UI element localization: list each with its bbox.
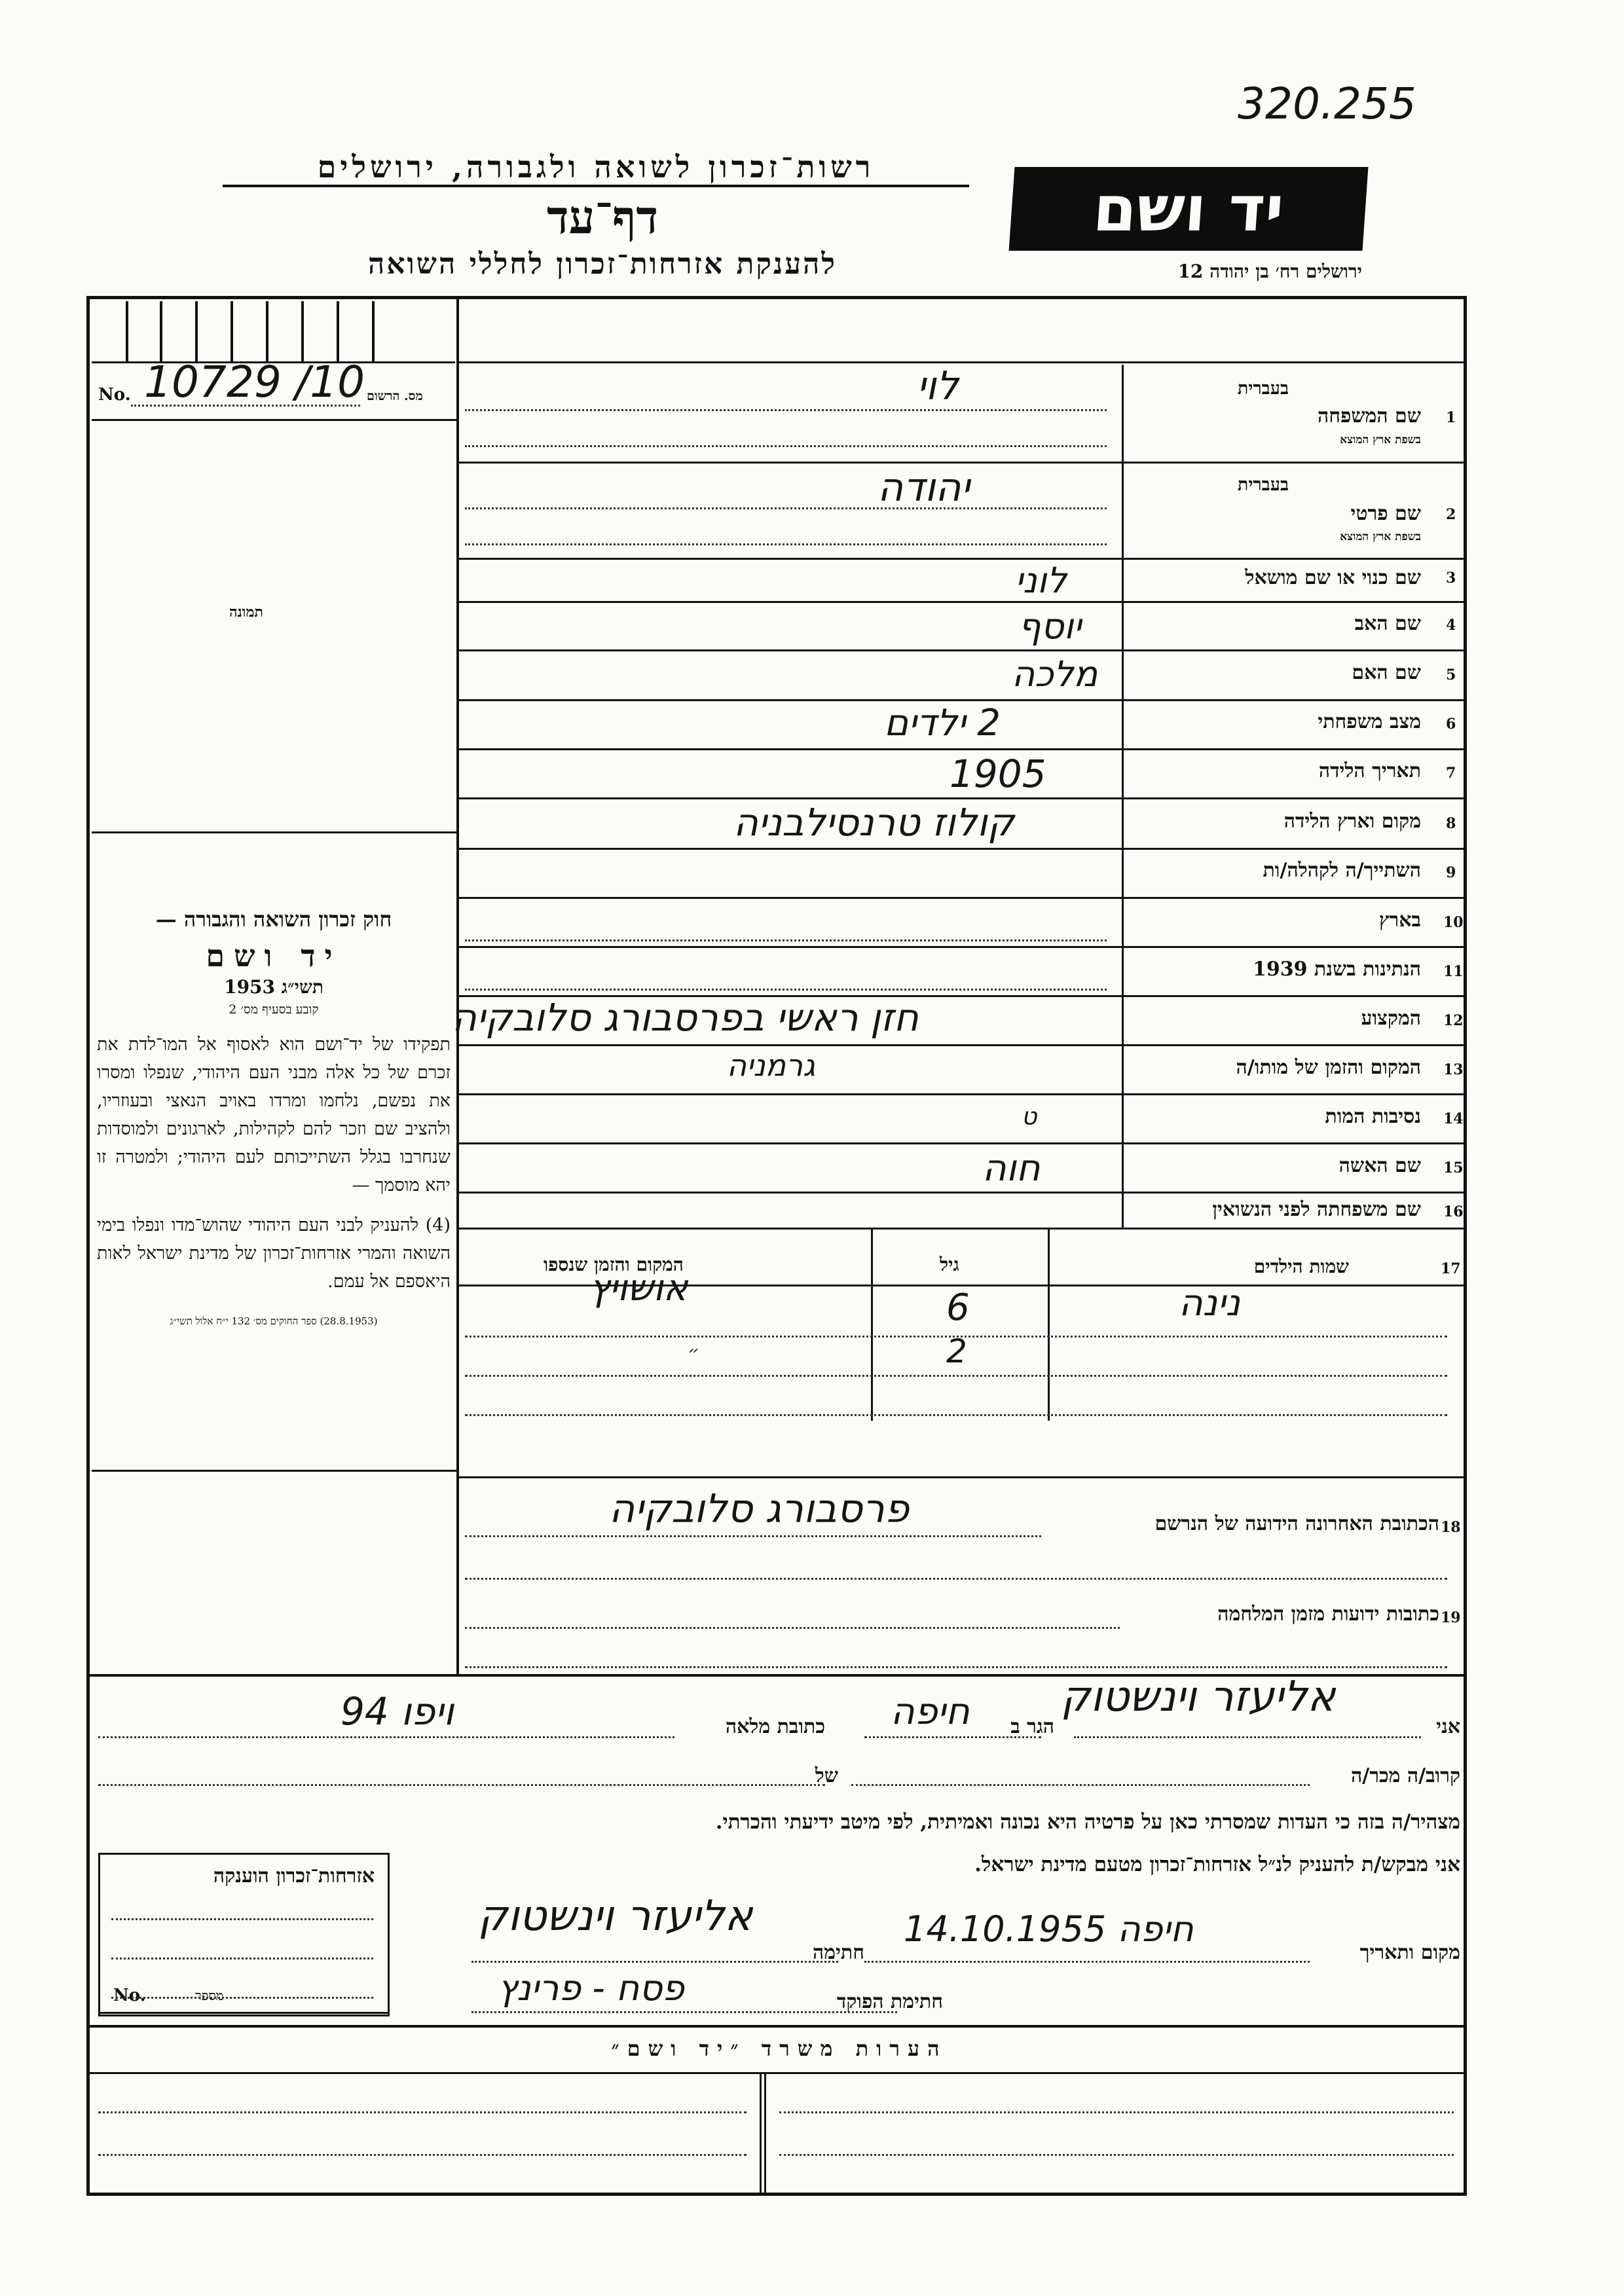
remarks-title: הערות משרד ״יד ושם״: [611, 2036, 948, 2061]
field-9-num: 9: [1446, 864, 1456, 881]
declaration-text: מצהיר/ה בזה כי העדות שמסרתי כאן על פרטיה היא נכונה ואמיתית, לפי מיטב ידיעתי והכרתי.: [715, 1810, 1460, 1834]
officer-signature: פסח - פרינץ: [498, 1967, 684, 2009]
field-12-num: 12: [1443, 1012, 1464, 1029]
law-title: חוק זכרון השואה והגבורה —: [155, 907, 392, 932]
place-date-label: מקום ותאריך: [1359, 1941, 1460, 1964]
yad-vashem-logo: [1009, 167, 1369, 251]
signature-label: חתימה: [813, 1941, 864, 1964]
child-1-place: אושויץ: [589, 1267, 688, 1309]
signature: אליעזר וינשטוק: [478, 1892, 753, 1941]
logo-address: ירושלים רח׳ בן יהודה 12: [1177, 261, 1362, 282]
field-8-num: 8: [1446, 815, 1456, 832]
label-column-divider: [1122, 365, 1124, 1228]
child-1-age: 6: [946, 1286, 970, 1329]
field-6-label: מצב משפחתי: [1318, 710, 1421, 733]
field-6-num: 6: [1446, 716, 1456, 733]
field-11-num: 11: [1443, 963, 1464, 980]
address-last-num: 18: [1441, 1519, 1461, 1536]
children-col-age: גיל: [940, 1254, 959, 1275]
field-2-label: שם פרטי: [1350, 502, 1421, 525]
of-label: של: [815, 1764, 838, 1787]
clause-ref: קובע בסעיף מס׳ 2: [229, 1002, 319, 1017]
field-5-value: מלכה: [1012, 653, 1098, 695]
declarant-ani: אני: [1436, 1715, 1460, 1738]
registration-number: 10729 /10: [144, 357, 365, 407]
child-2-place: ״: [688, 1342, 700, 1364]
field-14-label: נסיבות המות: [1325, 1105, 1421, 1128]
field-12-value: חזן ראשי בפרסבורג סלובקיה: [452, 995, 919, 1040]
address-war-label: כתובות ידועות מזמן המלחמה: [1217, 1603, 1439, 1626]
field-2-sub-bottom: בשפת ארץ המוצא: [1340, 530, 1421, 543]
field-15-label: שם האשה: [1338, 1154, 1421, 1177]
logo-text: יד ושם: [1090, 172, 1287, 246]
field-12-label: המקצוע: [1361, 1007, 1421, 1030]
archive-number: 320.255: [1238, 79, 1416, 129]
field-4-value: יוסף: [1018, 606, 1082, 647]
field-15-value: חוה: [982, 1147, 1041, 1190]
law-paragraph-1: תפקידו של יד־ושם הוא לאסוף אל המו־לדת את זכרם של כל אלה מבני העם היהודי, שנפלו ומסרו את נפשם, נלחמו ומרדו באויב הנאצי ובעוזריו, ולהציב שם וזכר להם לקהילות, לארגונים ולמוסדות שנחרבו בגלל השתייכותם לעם היהודי; ולמטרה זו יהא מוסמך —: [97, 1034, 451, 1195]
sidebar-divider: [456, 296, 459, 1674]
top-left-boxes: [92, 301, 455, 363]
law-paragraph-2: (4) להעניק לבני העם היהודי שהוש־מדו ונפלו בימי השואה והמרי אזרחות־זכרון של מדינת ישראל לאות היאספם אל עמם.: [97, 1215, 451, 1292]
declarant-city: חיפה: [891, 1690, 970, 1733]
address-last-value: פרסבורג סלובקיה: [609, 1486, 910, 1532]
field-1-label: שם המשפחה: [1317, 405, 1421, 428]
field-13-label: המקום והזמן של מותו/ה: [1236, 1056, 1421, 1079]
field-13-num: 13: [1443, 1061, 1464, 1078]
address-last-label: הכתובת האחרונה הידועה של הנרשם: [1154, 1512, 1439, 1535]
field-7-num: 7: [1446, 765, 1456, 782]
officer-label: חתימת הפוקד: [836, 1990, 943, 2013]
field-1-sub-top: בעברית: [1237, 378, 1289, 399]
registration-label: מס. הרשום: [367, 389, 423, 403]
photo-label: תמונה: [229, 604, 263, 621]
law-name: יד ושם: [206, 938, 342, 974]
registration-no-label: No.: [98, 385, 131, 405]
field-7-label: תאריך הלידה: [1318, 759, 1421, 782]
field-16-label: שם משפחתה לפני הנשואין: [1212, 1198, 1421, 1221]
field-1-value: לוי: [917, 363, 959, 409]
declarant-residing: הגר ב: [1010, 1715, 1054, 1738]
law-sidebar: [97, 907, 451, 1328]
field-4-num: 4: [1446, 617, 1456, 634]
field-2-value: יהודה: [877, 465, 970, 511]
field-3-label: שם כנוי או שם מושאל: [1245, 566, 1421, 589]
field-5-label: שם האם: [1352, 661, 1421, 684]
field-6-value: 2 ילדים: [884, 702, 1001, 744]
form-subtitle: להענקת אזרחות־זכרון לחללי השואה: [367, 247, 837, 281]
form-title: דף־עד: [546, 190, 658, 244]
authority-title: רשות־זכרון לשואה ולגבורה, ירושלים: [223, 149, 969, 187]
field-1-num: 1: [1446, 409, 1456, 426]
declarant-name: אליעזר וינשטוק: [1061, 1673, 1336, 1721]
field-2-sub-top: בעברית: [1237, 475, 1289, 495]
field-10-label: בארץ: [1378, 909, 1421, 932]
field-13-value: גרמניה: [727, 1048, 815, 1083]
certificate-box: [98, 1853, 390, 2016]
field-16-num: 16: [1443, 1203, 1464, 1220]
field-1-sub-bottom: בשפת ארץ המוצא: [1340, 433, 1421, 446]
field-8-label: מקום וארץ הלידה: [1283, 810, 1421, 833]
field-3-value: לוני: [1015, 560, 1067, 601]
field-4-label: שם האב: [1354, 612, 1421, 635]
address-war-num: 19: [1441, 1609, 1461, 1626]
child-2-age: 2: [946, 1332, 967, 1370]
place-date-value: חיפה 14.10.1955: [904, 1908, 1194, 1950]
children-col-names: שמות הילדים: [1253, 1256, 1349, 1277]
field-10-num: 10: [1443, 914, 1464, 931]
law-year: תשי״ג 1953: [224, 976, 323, 998]
field-8-value: קולוז טרנסילבניה: [733, 800, 1014, 845]
field-14-num: 14: [1443, 1110, 1464, 1127]
children-num: 17: [1441, 1260, 1461, 1277]
full-address-value: ויפו 94: [341, 1689, 454, 1734]
certificate-title: אזרחות־זכרון הוענקה: [213, 1865, 375, 1887]
child-1-name: נינה: [1179, 1282, 1240, 1324]
request-text: אני מבקש/ת להעניק לנ״ל אזרחות־זכרון מטעם מדינת ישראל.: [974, 1853, 1460, 1876]
relative-label: קרוב/ה מכר/ה: [1351, 1764, 1460, 1787]
certificate-no-label: No.: [113, 1986, 146, 2005]
full-address-label: כתובת מלאה: [725, 1715, 825, 1738]
certificate-number-label: מספר: [195, 1988, 224, 2003]
field-3-num: 3: [1446, 570, 1456, 587]
field-5-num: 5: [1446, 666, 1456, 683]
field-14-value: ט: [1022, 1103, 1037, 1130]
field-9-label: השתייך/ה לקהלה/ות: [1263, 859, 1421, 882]
field-11-label: הנתינות בשנת 1939: [1252, 958, 1421, 981]
field-2-num: 2: [1446, 506, 1456, 523]
field-7-value: 1905: [950, 752, 1046, 796]
children-col-place: המקום והזמן שנספו: [544, 1254, 684, 1275]
field-15-num: 15: [1443, 1159, 1464, 1176]
law-note: (28.8.1953) ספר החוקים מס׳ 132 י״ח אלול תשי״ג: [170, 1315, 378, 1327]
